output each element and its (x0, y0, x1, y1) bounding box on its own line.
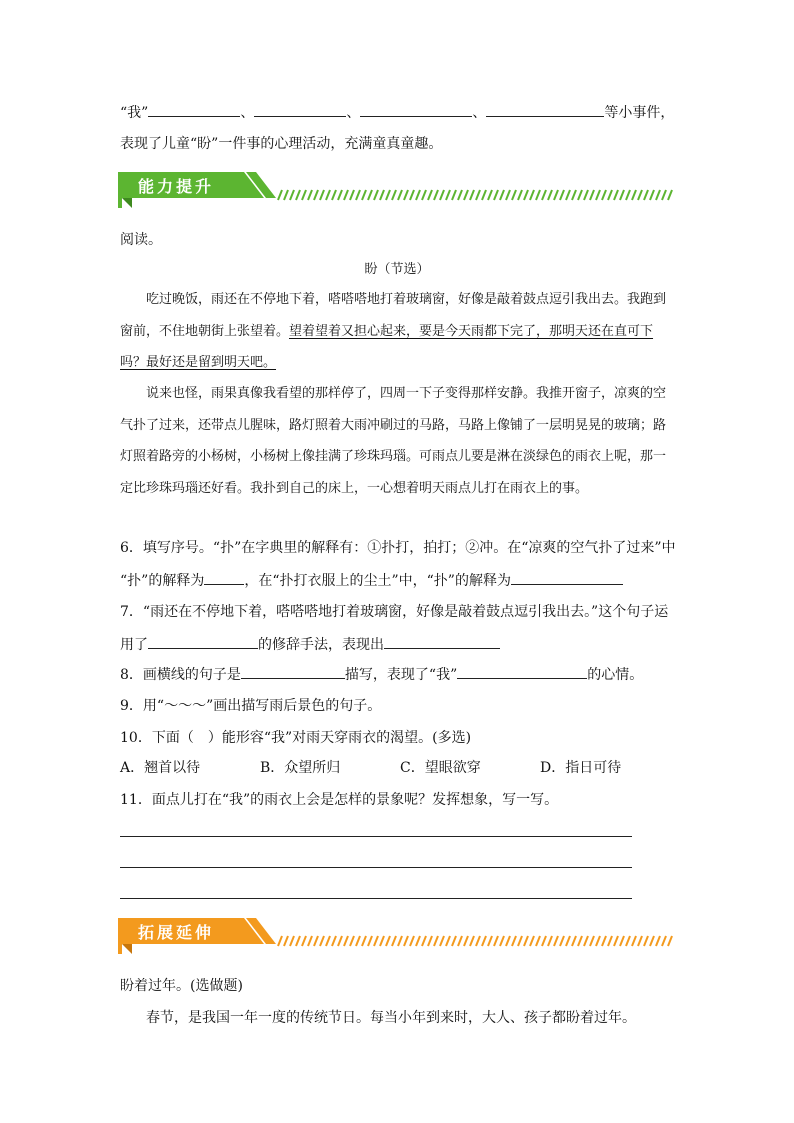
option-c[interactable]: C．望眼欲穿 (400, 760, 481, 776)
option-b[interactable]: B．众望所归 (260, 760, 341, 776)
q6-blank-1[interactable] (204, 570, 244, 585)
top-fill-line: “我” 、 、 、 等小事件， (120, 102, 674, 123)
extension-text: 春节，是我国一年一度的传统节日。每当小年到来时，大人、孩子都盼着过年。 (146, 1010, 636, 1026)
passage-paragraph-1 (120, 284, 676, 379)
q6-blank-2[interactable] (511, 570, 623, 585)
option-d[interactable]: D．指日可待 (540, 760, 622, 776)
section-banner-extension (118, 914, 678, 954)
section-banner-ability (118, 168, 678, 208)
answer-line-1[interactable] (120, 836, 632, 837)
blank-4[interactable] (486, 102, 604, 117)
question-8: 8．画横线的句子是 描写，表现了“我” 的心情。 (120, 664, 643, 685)
top-suffix: 等小事件， (604, 105, 675, 121)
section-title-extension: 拓展延伸 (138, 923, 215, 942)
blank-1[interactable] (148, 102, 240, 117)
underlined-sentence: 望着望着又担心起来，要是今天雨都下完了，那明天还在直可下吗？最好还是留到明天吧。 (120, 323, 654, 370)
read-label: 阅读。 (120, 232, 162, 248)
section-title-ability: 能力提升 (138, 177, 215, 196)
question-6-line-1: 6．填写序号。“扑”在字典里的解释有：①扑打，拍打；②冲。在“凉爽的空气扑了过来”中 (120, 540, 676, 556)
blank-2[interactable] (254, 102, 346, 117)
question-10-options (120, 758, 680, 778)
question-10: 10．下面（ ）能形容“我”对雨天穿雨衣的渴望。(多选) (120, 730, 472, 746)
extension-label: 盼着过年。(选做题) (120, 978, 243, 994)
top-prefix: “我” (120, 105, 149, 121)
question-9: 9．用“～～～”画出描写雨后景色的句子。 (120, 698, 382, 714)
q7-blank-1[interactable] (148, 634, 258, 649)
q7-blank-2[interactable] (384, 634, 500, 649)
blank-3[interactable] (360, 102, 472, 117)
option-a[interactable]: A．翘首以待 (120, 760, 201, 776)
top-line-2: 表现了儿童“盼”一件事的心理活动，充满童真童趣。 (120, 136, 443, 152)
question-7-line-1: 7．“雨还在不停地下着，嗒嗒嗒地打着玻璃窗，好像是敲着鼓点逗引我出去。”这个句子运 (120, 604, 669, 620)
passage-title: 盼（节选） (364, 262, 430, 277)
question-6-line-2: “扑”的解释为 ，在“扑打衣服上的尘土”中，“扑”的解释为 (120, 570, 623, 591)
q8-blank-1[interactable] (241, 664, 345, 679)
question-7-line-2: 用了 的修辞手法，表现出 (120, 634, 500, 655)
question-11: 11．面点儿打在“我”的雨衣上会是怎样的景象呢？发挥想象，写一写。 (120, 792, 559, 808)
answer-line-2[interactable] (120, 867, 632, 868)
passage-p1-plain: 吃过晚饭，雨还在不停地下着，嗒嗒嗒地打着玻璃窗，好像是敲着鼓点逗引我出去。我跑到窗前，不住地朝街上张望着。 (120, 292, 667, 339)
passage-paragraph-2: 说来也怪，雨果真像我看望的那样停了，四周一下子变得那样安静。我推开窗子，凉爽的空气扑了过来，还带点儿腥味，路灯照着大雨冲刷过的马路，马路上像铺了一层明晃晃的玻璃；路灯照着路旁的小杨树，小杨树上像挂满了珍珠玛瑙。可雨点儿要是淋在淡绿色的雨衣上呢，那一定比珍珠玛瑙还好看。我扑到自己的床上，一心想着明天雨点儿打在雨衣上的事。 (120, 386, 667, 496)
answer-line-3[interactable] (120, 898, 632, 899)
q8-blank-2[interactable] (457, 664, 587, 679)
